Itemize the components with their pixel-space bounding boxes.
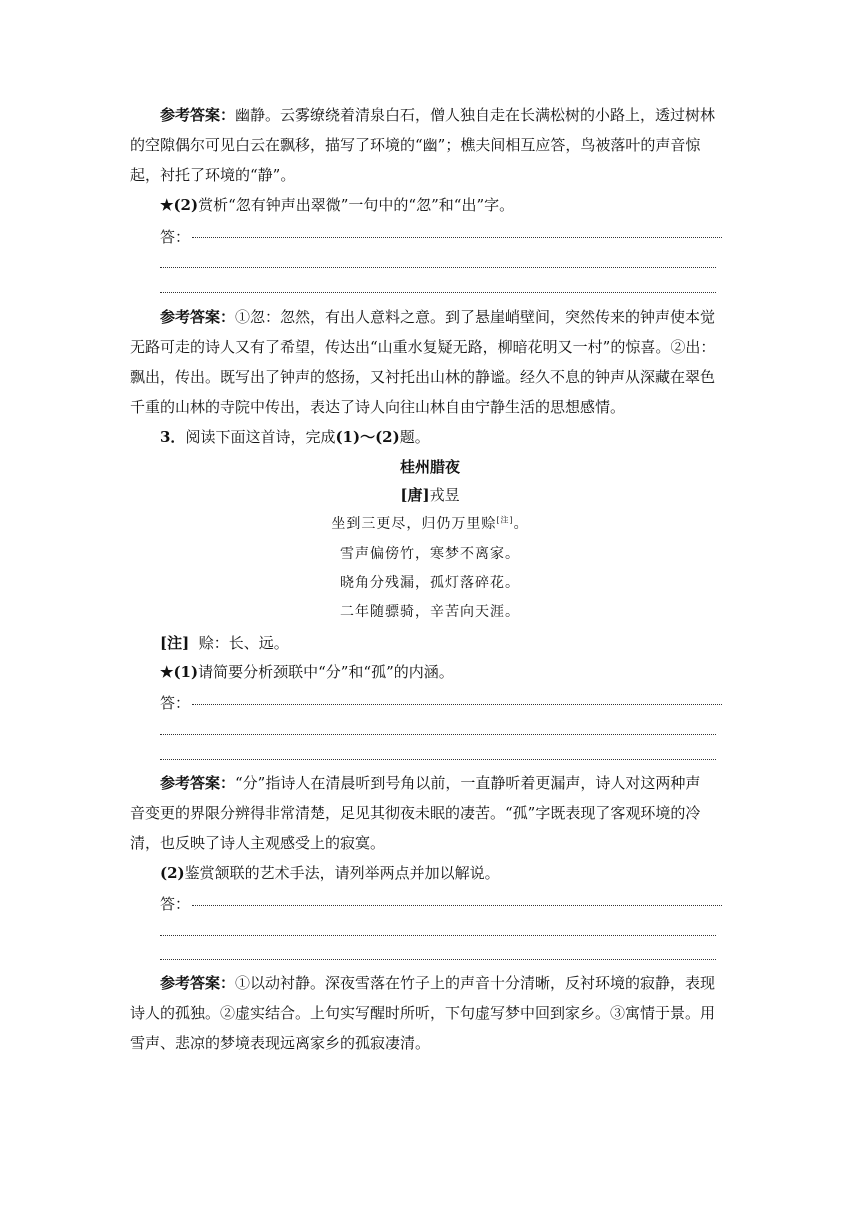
- section-3-heading: [160, 426, 732, 447]
- answer-line-blank[interactable]: [160, 934, 716, 936]
- section-number: 3．: [160, 428, 186, 446]
- question-number: (2): [173, 196, 199, 214]
- answer-label: 参考答案：: [160, 774, 236, 792]
- answer-paragraph-2: [160, 306, 732, 327]
- poem-line-1: [0, 513, 860, 533]
- poem-line-3: 晓角分残漏，孤灯落碎花。: [340, 575, 520, 591]
- answer-label: 参考答案：: [160, 106, 236, 124]
- answer-line: 的空隙偶尔可见白云在飘移，描写了环境的“幽”；樵夫间相互应答，鸟被落叶的声音惊: [130, 136, 701, 154]
- answer-line-blank[interactable]: [160, 758, 716, 760]
- question-text: 鉴赏颔联的艺术手法，请列举两点并加以解说。: [184, 864, 500, 882]
- question-2: [160, 194, 732, 215]
- answer-line-blank[interactable]: [192, 236, 722, 238]
- answer-paragraph-4: [160, 972, 732, 993]
- answer-line-blank[interactable]: [192, 703, 722, 705]
- poem-line-2: 雪声偏傍竹，寒梦不离家。: [340, 546, 520, 562]
- answer-line: 音变更的界限分辨得非常清楚，足见其彻夜未眠的凄苦。“孤”字既表现了客观环境的冷: [130, 804, 701, 822]
- section-range: (1)～(2): [335, 428, 400, 446]
- answer-text: ①以动衬静。深夜雪落在竹子上的声音十分清晰，反衬环境的寂静，表现: [235, 974, 716, 992]
- poem-byline: [0, 484, 860, 505]
- question-text: 赏析“忽有钟声出翠微”一句中的“忽”和“出”字。: [198, 196, 515, 214]
- poem-note: [160, 632, 732, 653]
- answer-line: 雪声、悲凉的梦境表现远离家乡的孤寂凄清。: [130, 1034, 431, 1052]
- answer-prompt: 答：: [160, 694, 191, 712]
- poem-line-1-punct: 。: [513, 516, 529, 532]
- answer-paragraph-3: [160, 772, 732, 793]
- section-suffix: 题。: [399, 428, 430, 446]
- star-icon: ★: [160, 663, 174, 681]
- answer-text: 幽静。云雾缭绕着清泉白石，僧人独自走在长满松树的小路上，透过树林: [235, 106, 716, 124]
- answer-line: 清，也反映了诗人主观感受上的寂寞。: [130, 834, 386, 852]
- poem-line-4: 二年随骠骑，辛苦向天涯。: [340, 604, 520, 620]
- answer-line-blank[interactable]: [192, 904, 722, 906]
- answer-line-blank[interactable]: [160, 291, 716, 293]
- poem-line-1-text: 坐到三更尽，归仍万里赊: [331, 516, 497, 532]
- note-text: 赊：长、远。: [198, 634, 289, 652]
- answer-line: 起，衬托了环境的“静”。: [130, 166, 296, 184]
- answer-line-blank[interactable]: [160, 266, 716, 268]
- answer-prompt: 答：: [160, 895, 191, 913]
- answer-line: 千重的山林的寺院中传出，表达了诗人向往山林自由宁静生活的思想感情。: [130, 398, 626, 416]
- question-number: (1): [173, 663, 199, 681]
- star-icon: ★: [160, 196, 174, 214]
- question-3-1: [160, 661, 732, 682]
- question-3-2: [160, 862, 732, 883]
- answer-line: 诗人的孤独。②虚实结合。上句实写醒时所听，下句虚写梦中回到家乡。③寓情于景。用: [130, 1004, 716, 1022]
- answer-line: 飘出，传出。既写出了钟声的悠扬，又衬托出山林的静谧。经久不息的钟声从深藏在翠色: [130, 368, 716, 386]
- answer-label: 参考答案：: [160, 974, 236, 992]
- answer-line-blank[interactable]: [160, 958, 716, 960]
- footnote-marker: [注]: [496, 515, 514, 525]
- answer-paragraph-1: [160, 104, 732, 125]
- note-label: [注]: [160, 634, 190, 652]
- answer-line: 无路可走的诗人又有了希望，传达出“山重水复疑无路，柳暗花明又一村”的惊喜。②出：: [130, 338, 716, 356]
- section-text: 阅读下面这首诗，完成: [185, 428, 336, 446]
- answer-prompt: 答：: [160, 228, 191, 246]
- answer-text: ①忽：忽然，有出人意料之意。到了悬崖峭壁间，突然传来的钟声使本觉: [235, 308, 716, 326]
- poem-title: 桂州腊夜: [399, 458, 460, 476]
- answer-label: 参考答案：: [160, 308, 236, 326]
- answer-line-blank[interactable]: [160, 733, 716, 735]
- question-number: (2): [160, 864, 185, 882]
- answer-text: “分”指诗人在清晨听到号角以前，一直静听着更漏声，诗人对这两种声: [235, 774, 701, 792]
- poem-author: 戎昱: [429, 486, 460, 504]
- question-text: 请简要分析颈联中“分”和“孤”的内涵。: [198, 663, 454, 681]
- poem-dynasty: [唐]: [400, 486, 430, 504]
